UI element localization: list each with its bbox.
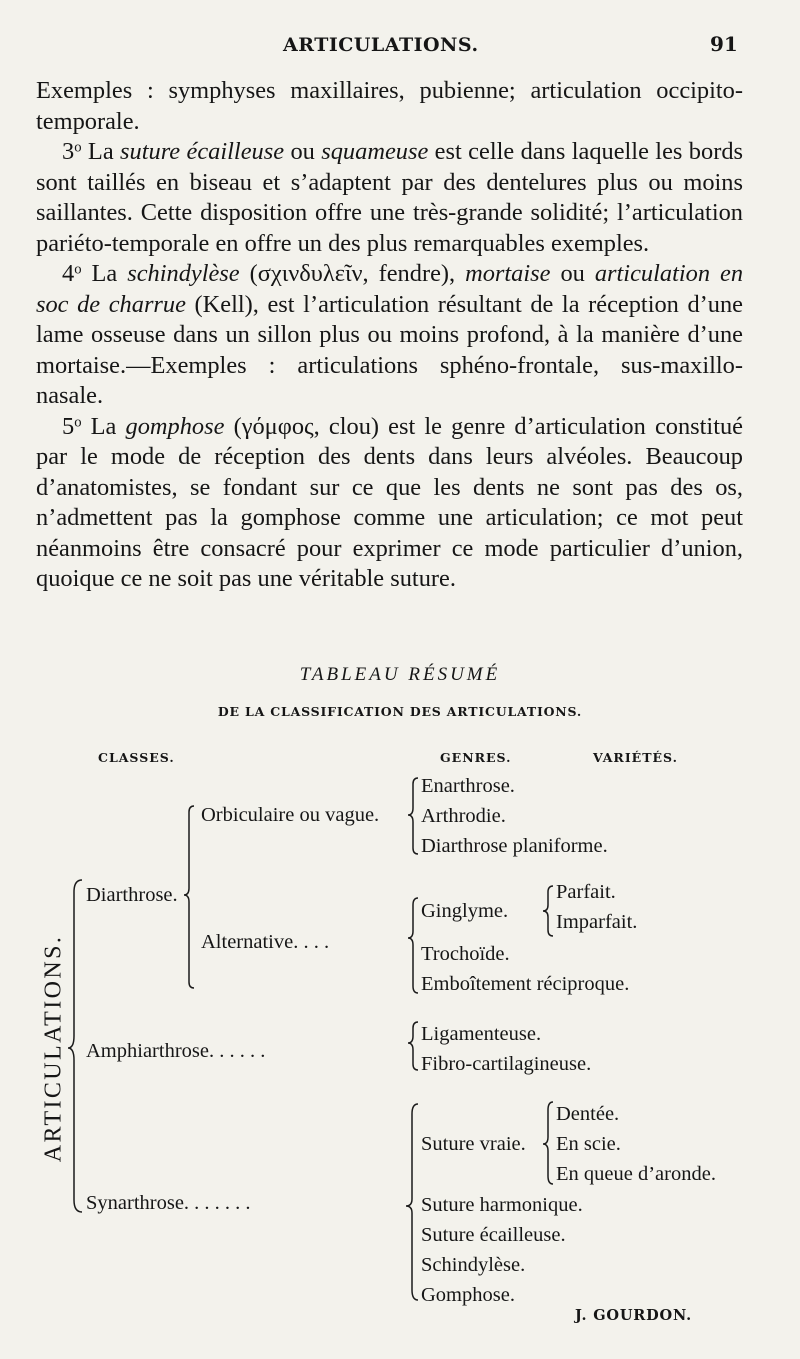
column-header-varietes: VARIÉTÉS.: [593, 750, 678, 765]
term-italic: suture écailleuse: [120, 138, 285, 165]
variete-en-scie: En scie.: [556, 1133, 621, 1155]
item-number: 4: [62, 260, 75, 287]
author-signature: J. GOURDON.: [575, 1307, 692, 1324]
column-header-genres: GENRES.: [440, 750, 512, 765]
degree-sign: o: [74, 261, 82, 278]
genre-suture-vraie: Suture vraie.: [421, 1133, 526, 1155]
genre-emboitement: Emboîtement réciproque.: [421, 973, 630, 995]
genre-trochoide: Trochoïde.: [421, 943, 510, 965]
class-diarthrose: Diarthrose.: [86, 884, 178, 906]
item-number: 5: [62, 412, 75, 440]
page-number: 91: [710, 32, 738, 56]
variete-dentee: Dentée.: [556, 1103, 620, 1125]
genre-ginglyme: Ginglyme.: [421, 900, 509, 922]
class-amphiarthrose: Amphiarthrose. . . . . .: [86, 1040, 266, 1062]
subclass-alternative: Alternative. . . .: [201, 931, 330, 953]
term-italic: squameuse: [321, 138, 429, 165]
text-run: ou: [284, 138, 322, 165]
genre-schindylese: Schindylèse.: [421, 1254, 526, 1276]
variete-queue-aronde: En queue d’aronde.: [556, 1163, 716, 1185]
genre-fibro-cartilagineuse: Fibro-cartilagineuse.: [421, 1053, 592, 1075]
term-italic: gomphose: [125, 412, 225, 440]
term-italic: schindylèse: [127, 260, 240, 287]
variete-imparfait: Imparfait.: [556, 911, 638, 933]
genre-enarthrose: Enarthrose.: [421, 775, 515, 797]
side-label-text: ARTICULATIONS.: [40, 934, 67, 1162]
column-header-classes: CLASSES.: [98, 750, 175, 765]
genre-diarthrose-planiforme: Diarthrose planiforme.: [421, 835, 608, 857]
text-run: La: [81, 412, 126, 440]
term-italic: articulation en soc de charrue: [36, 260, 744, 318]
text-run: ou: [550, 260, 595, 287]
item-number: 3: [62, 138, 75, 165]
text-run: (Kell), est l’articulation résultant de la réception d’une lame osseuse dans un sillon plus ou moins profond, à la manière d’une mortaise.—Exemples : articulations sphéno-frontale, sus-maxillo-nasale.: [36, 290, 743, 409]
degree-sign: o: [74, 139, 82, 156]
genre-ligamenteuse: Ligamenteuse.: [421, 1023, 542, 1045]
table-subtitle: DE LA CLASSIFICATION DES ARTICULATIONS.: [217, 704, 583, 719]
genre-gomphose: Gomphose.: [421, 1284, 515, 1306]
variete-parfait: Parfait.: [556, 881, 616, 903]
genre-suture-harmonique: Suture harmonique.: [421, 1194, 583, 1216]
text-run: est celle dans laquelle les bords sont taillés en biseau et s’adaptent par des dentelures plus ou moins saillantes. Cette disposition offre une très-grande solidité; l’articulation pariéto-temporale en offre un des plus remarquables exemples.: [36, 138, 744, 257]
text-run: La: [81, 138, 121, 165]
class-synarthrose: Synarthrose. . . . . . .: [86, 1192, 251, 1214]
text-run: est le genre d’articulation constitué par le mode de réception des dents dans leurs alvéoles. Beaucoup d’anatomistes, se fondant sur ce que les dents ne sont pas des os, n’admettent pas la gomphose comme une articulation; ce mot peut néanmoins être consacré pour exprimer ce mode particulier d’union, quoique ce ne soit pas une véritable suture.: [36, 412, 743, 592]
degree-sign: o: [74, 414, 82, 431]
table-title: TABLEAU RÉSUMÉ: [299, 664, 501, 685]
subclass-orbiculaire: Orbiculaire ou vague.: [201, 804, 380, 826]
paragraph-examples: Exemples : symphyses maxillaires, pubienne; articulation occipito-temporale.: [36, 77, 743, 135]
genre-arthrodie: Arthrodie.: [421, 805, 506, 827]
term-italic: mortaise: [465, 260, 551, 287]
greek-etymology: (σχινδυλεῖν, fendre),: [239, 260, 466, 287]
greek-etymology: (γόμφος, clou): [224, 412, 389, 440]
text-run: La: [81, 260, 128, 287]
running-title: ARTICULATIONS.: [283, 34, 479, 56]
genre-suture-ecailleuse: Suture écailleuse.: [421, 1224, 566, 1246]
